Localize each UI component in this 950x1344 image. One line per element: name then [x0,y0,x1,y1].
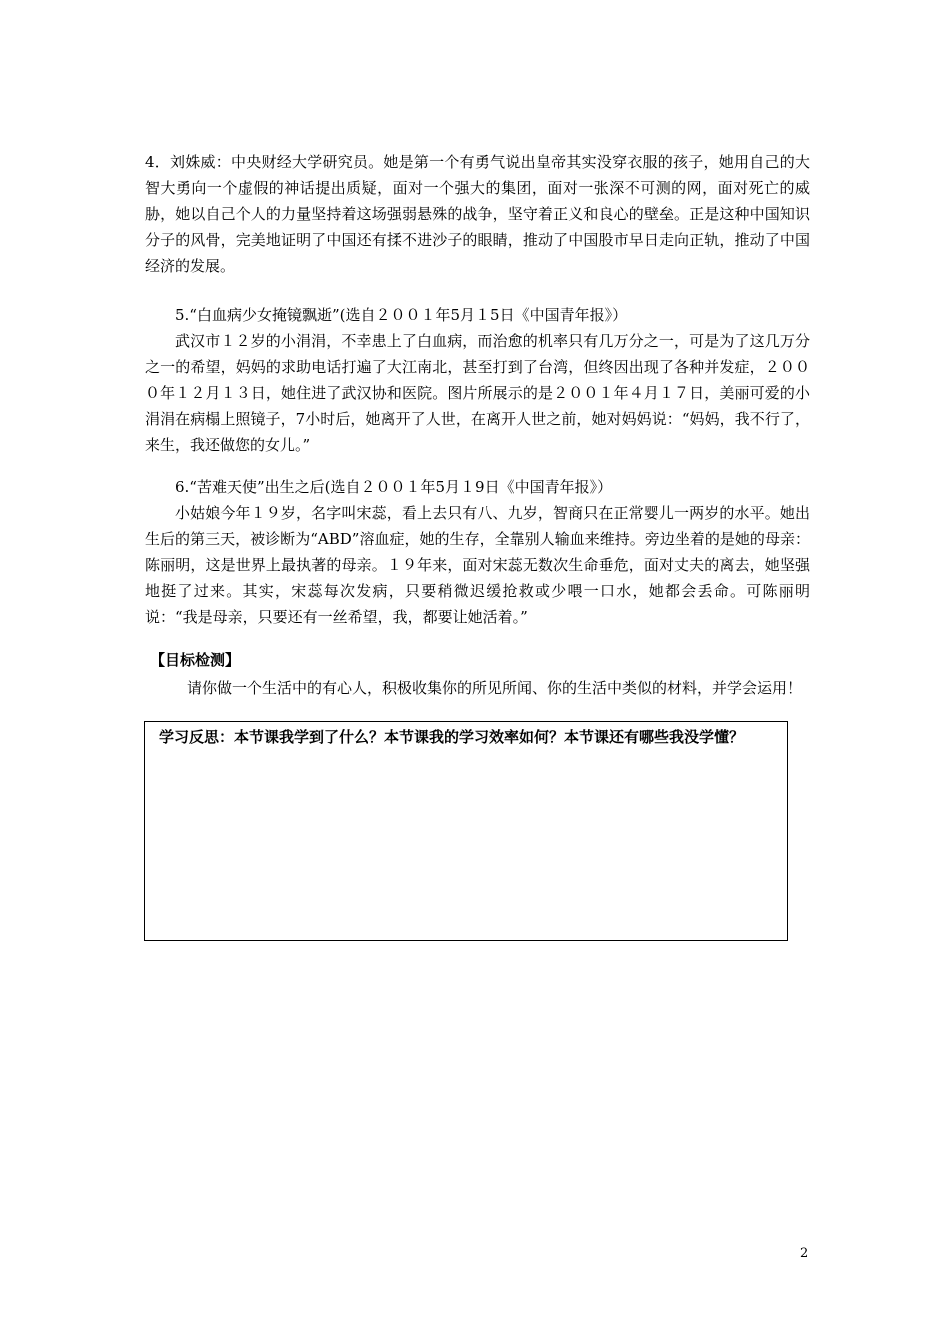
page-number: 2 [800,1246,809,1261]
paragraph-5-body: 武汉市１２岁的小涓涓，不幸患上了白血病，而治愈的机率只有几万分之一，可是为了这几万分之一的希望，妈妈的求助电话打遍了大江南北，甚至打到了台湾，但终因出现了各种并发症，２０００年１２月１３日，她住进了武汉协和医院。图片所展示的是２００１年４月１７日，美丽可爱的小涓涓在病榻上照镜子，7小时后，她离开了人世，在离开人世之前，她对妈妈说：“妈妈，我不行了，来生，我还做您的女儿。” [145,332,810,454]
paragraph-6-body: 小姑娘今年１９岁，名字叫宋蕊，看上去只有八、九岁，智商只在正常婴儿一两岁的水平。她出生后的第三天，被诊断为“ABD”溶血症，她的生存，全靠别人输血来维持。旁边坐着的是她的母亲：陈丽明，这是世界上最执著的母亲。１９年来，面对宋蕊无数次生命垂危，面对丈夫的离去，她坚强地挺了过来。其实，宋蕊每次发病，只要稍微迟缓抢救或少喂一口水，她都会丢命。可陈丽明说：“我是母亲，只要还有一丝希望，我，都要让她活着。” [145,504,810,626]
paragraph-6-heading: 6.“苦难天使”出生之后(选自２００１年5月１9日《中国青年报》） [175,478,613,496]
reflection-box[interactable] [144,721,788,941]
goal-check-heading: 【目标检测】 [150,651,241,669]
paragraph-5-heading: 5.“白血病少女掩镜飘逝”(选自２００１年5月１5日《中国青年报》） [175,306,628,324]
goal-check-body: 请你做一个生活中的有心人，积极收集你的所见所闻、你的生活中类似的材料，并学会运用！ [187,679,803,697]
paragraph-liu-shuwei: 4．刘姝威：中央财经大学研究员。她是第一个有勇气说出皇帝其实没穿衣服的孩子，她用自己的大智大勇向一个虚假的神话提出质疑，面对一个强大的集团，面对一张深不可测的网，面对死亡的威胁，她以自己个人的力量坚持着这场强弱悬殊的战争，坚守着正义和良心的壁垒。正是这种中国知识分子的风骨，完美地证明了中国还有揉不进沙子的眼睛，推动了中国股市早日走向正轨，推动了中国经济的发展。 [145,153,810,275]
reflection-prompt: 学习反思：本节课我学到了什么？本节课我的学习效率如何？本节课还有哪些我没学懂？ [159,728,745,746]
